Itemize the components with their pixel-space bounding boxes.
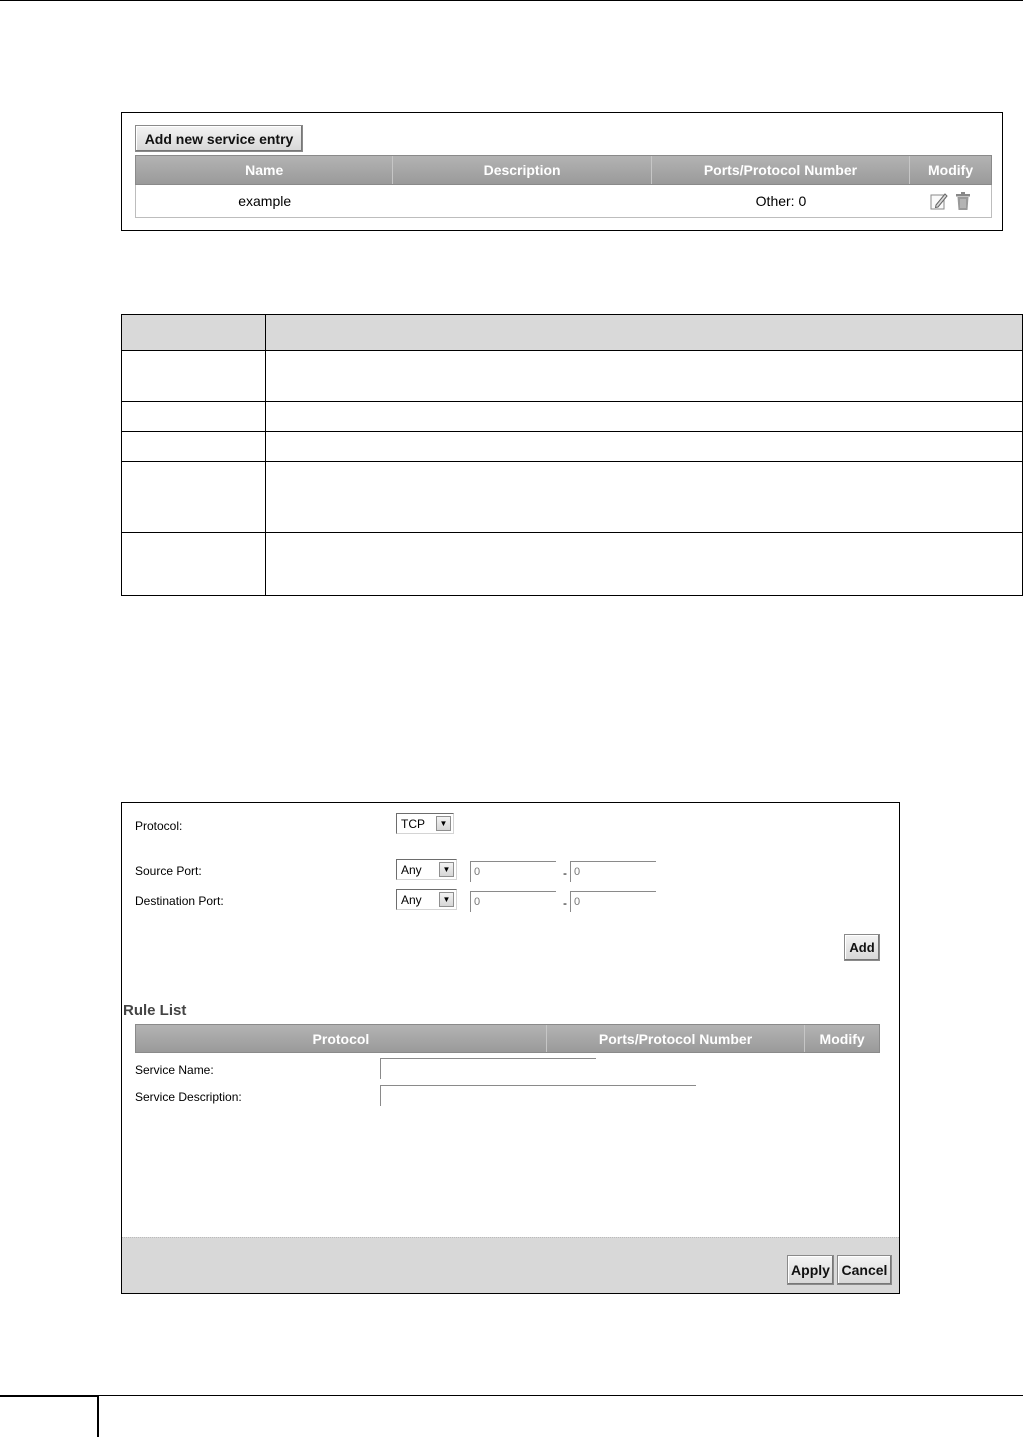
service-ports-cell: Other: 0	[755, 193, 807, 209]
destination-port-mode-select[interactable]	[396, 889, 457, 910]
rule-list-title: Rule List	[123, 1002, 187, 1019]
column-header-modify: Modify	[819, 1030, 865, 1047]
service-name-cell: example	[238, 193, 292, 209]
apply-button[interactable]: Apply	[787, 1255, 834, 1285]
service-description-label: Service Description:	[135, 1090, 242, 1104]
chevron-down-icon[interactable]: ▼	[439, 892, 454, 907]
service-modify-cell	[910, 185, 991, 217]
edit-icon[interactable]	[929, 191, 949, 211]
service-name-label: Service Name:	[135, 1063, 214, 1077]
protocol-select[interactable]	[396, 813, 454, 834]
service-description-input[interactable]	[380, 1085, 696, 1106]
column-header-name[interactable]: Name	[136, 156, 393, 184]
destination-port-to-input[interactable]: 0	[570, 891, 656, 912]
page-bottom-rule	[99, 1395, 1023, 1396]
chevron-down-icon[interactable]: ▼	[436, 816, 451, 831]
table-row	[122, 432, 1023, 462]
cancel-button[interactable]: Cancel	[837, 1255, 892, 1285]
service-list-panel	[121, 112, 1003, 231]
source-port-label: Source Port:	[135, 864, 202, 878]
service-edit-panel	[121, 802, 900, 1294]
source-port-range-separator: -	[563, 866, 567, 880]
service-name-input[interactable]	[380, 1058, 596, 1079]
table-row	[122, 402, 1023, 432]
source-port-mode-select[interactable]	[396, 859, 457, 880]
chevron-down-icon[interactable]: ▼	[439, 862, 454, 877]
add-new-service-entry-button[interactable]: Add new service entry	[135, 125, 303, 152]
form-footer-bar	[122, 1237, 899, 1293]
column-header-description[interactable]: Description	[393, 156, 651, 184]
table-header-row	[122, 315, 1023, 351]
protocol-label: Protocol:	[135, 819, 183, 833]
field-description-table	[121, 314, 1023, 596]
column-header-ports[interactable]: Ports/Protocol Number	[547, 1025, 805, 1052]
page-top-rule	[0, 0, 1023, 1]
table-row	[122, 462, 1023, 533]
service-table-header	[135, 155, 992, 185]
delete-icon[interactable]	[953, 191, 973, 211]
source-port-from-input[interactable]: 0	[470, 861, 556, 882]
column-header-modify: Modify	[928, 162, 974, 178]
source-port-to-input[interactable]: 0	[570, 861, 656, 882]
destination-port-mode-value: Any	[401, 892, 422, 907]
table-row	[122, 351, 1023, 402]
add-rule-button[interactable]: Add	[844, 934, 880, 961]
page-number-box	[0, 1395, 99, 1437]
table-row	[135, 185, 992, 218]
source-port-mode-value: Any	[401, 862, 422, 877]
destination-port-label: Destination Port:	[135, 894, 224, 908]
column-header-ports[interactable]: Ports/Protocol Number	[652, 156, 910, 184]
service-description-cell	[393, 185, 651, 217]
destination-port-from-input[interactable]: 0	[470, 891, 556, 912]
table-row	[122, 533, 1023, 596]
column-header-protocol[interactable]: Protocol	[136, 1025, 547, 1052]
protocol-select-value: TCP	[401, 816, 425, 831]
rule-list-header	[135, 1024, 880, 1053]
destination-port-range-separator: -	[563, 896, 567, 910]
